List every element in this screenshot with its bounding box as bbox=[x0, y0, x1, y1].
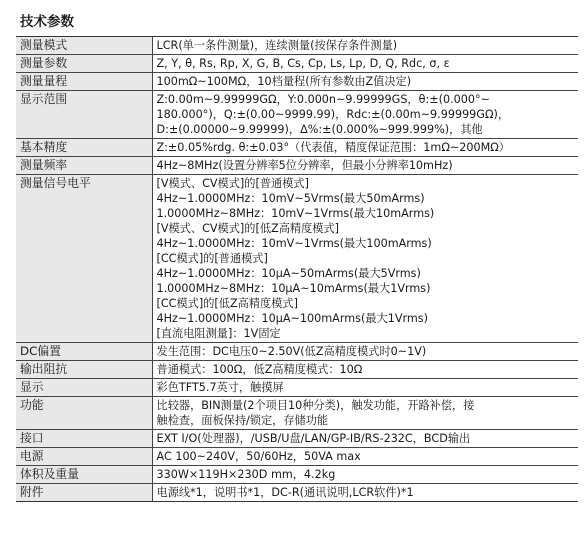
spec-label: 测量量程 bbox=[16, 73, 152, 91]
spec-value-line: Z:±0.05%rdg. θ:±0.03°（代表值，精度保证范围：1mΩ~200MΩ） bbox=[156, 141, 510, 154]
spec-row bbox=[16, 466, 578, 484]
spec-value bbox=[152, 448, 578, 466]
spec-value-line: AC 100~240V，50/60Hz，50VA max bbox=[156, 450, 361, 463]
spec-value bbox=[152, 343, 578, 361]
spec-value-line: 比较器，BIN测量(2个项目10种分类)，触发功能，开路补偿，接 bbox=[156, 399, 475, 412]
spec-value-line: 4Hz~1.0000MHz：10mV~1Vrms(最大100mArms) bbox=[156, 237, 432, 250]
spec-value-line: EXT I/O(处理器)，/USB/U盘/LAN/GP-IB/RS-232C，BCD输出 bbox=[156, 432, 471, 445]
spec-value-line: 4Hz~8MHz(设置分辨率5位分辨率，但最小分辨率10mHz) bbox=[156, 159, 453, 172]
spec-value-line: 330W×119H×230D mm，4.2kg bbox=[156, 468, 336, 481]
spec-value-line: [CC模式]的[普通模式] bbox=[156, 252, 268, 265]
spec-value-line: 180.000°)，Q:±(0.00~9999.99)，Rdc:±(0.00m~9.99999GΩ)， bbox=[156, 108, 510, 121]
spec-label: 体积及重量 bbox=[16, 466, 152, 484]
spec-row bbox=[16, 157, 578, 175]
spec-value-line: 100mΩ~100MΩ，10档量程(所有参数由Z值决定) bbox=[156, 75, 412, 88]
spec-row bbox=[16, 379, 578, 397]
spec-label: 测量频率 bbox=[16, 157, 152, 175]
spec-label: 测量参数 bbox=[16, 55, 152, 73]
spec-value-line: Z:0.00m~9.99999GΩ，Y:0.000n~9.99999GS，θ:±(0.000°~ bbox=[156, 93, 490, 106]
spec-value-line: 触检查，面板保持/锁定，存储功能 bbox=[156, 414, 329, 427]
spec-label: 接口 bbox=[16, 430, 152, 448]
spec-label: 测量模式 bbox=[16, 37, 152, 55]
spec-value bbox=[152, 484, 578, 502]
spec-value bbox=[152, 37, 578, 55]
spec-row bbox=[16, 343, 578, 361]
spec-row bbox=[16, 55, 578, 73]
spec-value bbox=[152, 175, 578, 343]
spec-value-line: 1.0000MHz~8MHz：10mV~1Vrms(最大10mArms) bbox=[156, 207, 435, 220]
spec-row bbox=[16, 91, 578, 139]
spec-value-line: 1.0000MHz~8MHz：10μA~10mArms(最大1Vrms) bbox=[156, 282, 431, 295]
spec-row bbox=[16, 139, 578, 157]
spec-value bbox=[152, 466, 578, 484]
spec-value-line: D:±(0.00000~9.99999)，Δ%:±(0.000%~999.999%)，其他 bbox=[156, 123, 483, 136]
spec-value bbox=[152, 361, 578, 379]
spec-row bbox=[16, 484, 578, 502]
spec-value bbox=[152, 55, 578, 73]
spec-value bbox=[152, 157, 578, 175]
spec-table-body bbox=[16, 37, 578, 502]
spec-label: 测量信号电平 bbox=[16, 175, 152, 343]
section-title: 技术参数 bbox=[20, 14, 74, 30]
spec-value-line: [V模式、CV模式]的[普通模式] bbox=[156, 177, 309, 190]
spec-row bbox=[16, 448, 578, 466]
spec-row bbox=[16, 361, 578, 379]
spec-value bbox=[152, 139, 578, 157]
spec-row bbox=[16, 430, 578, 448]
spec-value bbox=[152, 430, 578, 448]
spec-value-line: [直流电阻测量]：1V固定 bbox=[156, 327, 281, 340]
spec-row bbox=[16, 37, 578, 55]
spec-value-line: [CC模式]的[低Z高精度模式] bbox=[156, 297, 298, 310]
spec-value-line: LCR(单一条件测量)，连续测量(按保存条件测量) bbox=[156, 39, 398, 52]
spec-value-line: Z, Y, θ, Rs, Rp, X, G, B, Cs, Cp, Ls, Lp, D, Q, Rdc, σ, ε bbox=[156, 57, 450, 70]
spec-value-line: 4Hz~1.0000MHz：10μA~50mArms(最大5Vrms) bbox=[156, 267, 421, 280]
spec-value-line: 彩色TFT5.7英寸，触摸屏 bbox=[156, 381, 284, 394]
spec-row bbox=[16, 73, 578, 91]
spec-value-line: 发生范围：DC电压0~2.50V(低Z高精度模式时0~1V) bbox=[156, 345, 427, 358]
spec-table bbox=[16, 36, 578, 502]
spec-label: 输出阻抗 bbox=[16, 361, 152, 379]
spec-value-line: 4Hz~1.0000MHz：10mV~5Vrms(最大50mArms) bbox=[156, 192, 425, 205]
spec-value bbox=[152, 379, 578, 397]
spec-label: 附件 bbox=[16, 484, 152, 502]
spec-value-line: [V模式、CV模式]的[低Z高精度模式] bbox=[156, 222, 339, 235]
spec-label: 显示 bbox=[16, 379, 152, 397]
spec-value bbox=[152, 91, 578, 139]
spec-value-line: 普通模式：100Ω，低Z高精度模式：10Ω bbox=[156, 363, 363, 376]
spec-label: DC偏置 bbox=[16, 343, 152, 361]
spec-row bbox=[16, 175, 578, 343]
spec-row bbox=[16, 397, 578, 430]
spec-value bbox=[152, 73, 578, 91]
spec-value-line: 4Hz~1.0000MHz：10μA~100mArms(最大1Vrms) bbox=[156, 312, 428, 325]
spec-label: 基本精度 bbox=[16, 139, 152, 157]
spec-label: 电源 bbox=[16, 448, 152, 466]
spec-value-line: 电源线*1，说明书*1，DC-R(通讯说明,LCR软件)*1 bbox=[156, 486, 414, 499]
spec-label: 显示范围 bbox=[16, 91, 152, 139]
spec-label: 功能 bbox=[16, 397, 152, 430]
spec-value bbox=[152, 397, 578, 430]
